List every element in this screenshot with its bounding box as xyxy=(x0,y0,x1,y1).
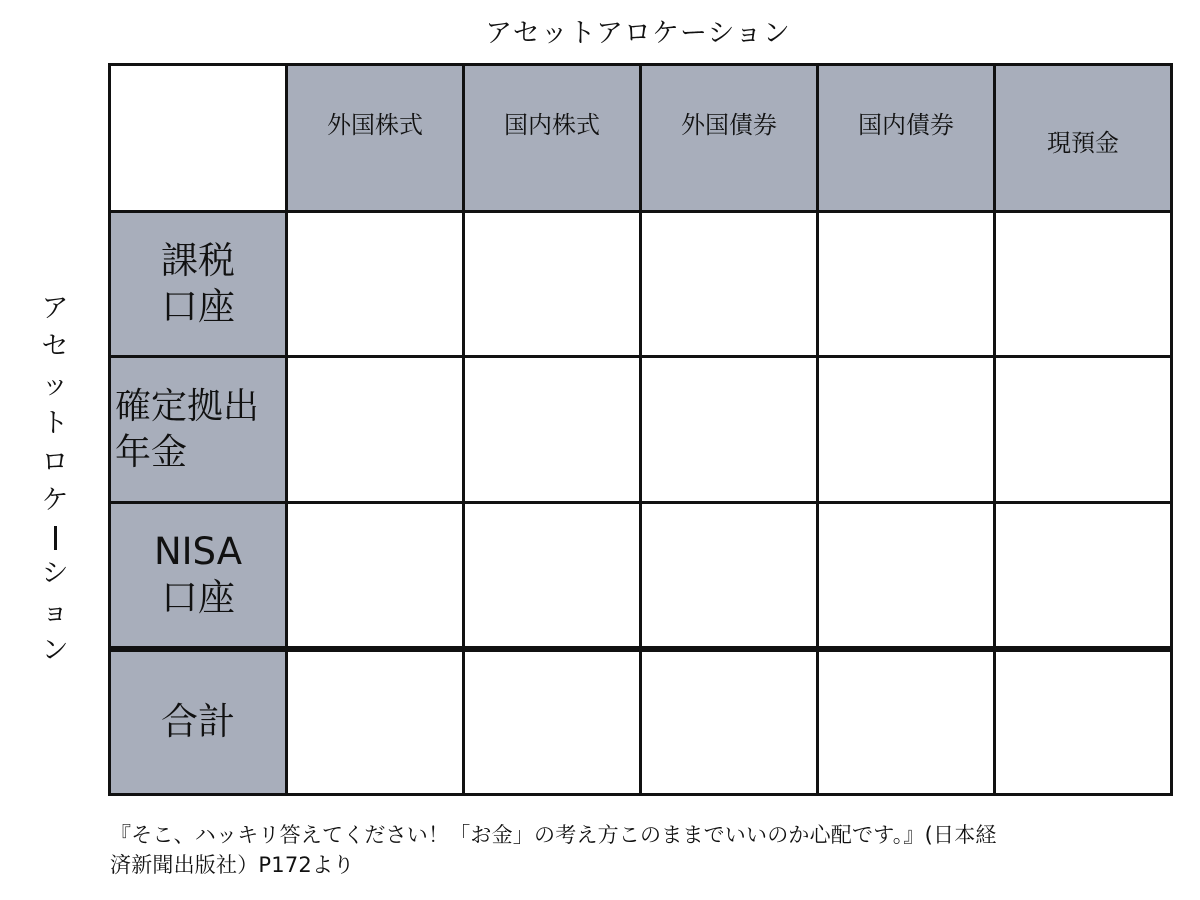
column-header-label: 国内債券 xyxy=(858,110,954,139)
row-header-line: 確定拠出 xyxy=(115,385,260,427)
table-cell xyxy=(995,357,1172,503)
row-header-line: 年金 xyxy=(115,431,188,473)
side-title-char: ト xyxy=(41,408,69,440)
row-header xyxy=(110,357,287,503)
table-cell xyxy=(287,649,464,795)
table-cell xyxy=(287,357,464,503)
column-header-label: 外国株式 xyxy=(327,110,423,139)
row-header xyxy=(110,649,287,795)
side-title-char: ア xyxy=(41,293,69,324)
row-header xyxy=(110,212,287,357)
citation-line: 済新聞出版社）P172より xyxy=(110,853,355,877)
table-cell xyxy=(464,503,641,649)
side-title-long-vowel-mark xyxy=(54,526,57,550)
table-cell xyxy=(818,649,995,795)
table-cell xyxy=(818,357,995,503)
side-title-char: ン xyxy=(41,634,69,666)
row-header-line: 口座 xyxy=(161,285,235,328)
row-header-line: 課税 xyxy=(161,239,235,282)
side-title-char: ケ xyxy=(41,485,69,517)
row-header-line: NISA xyxy=(153,529,243,573)
side-title-char: ョ xyxy=(41,596,69,628)
table-cell xyxy=(287,212,464,357)
side-title xyxy=(30,295,80,665)
row-header xyxy=(110,503,287,649)
row-header-line: 合計 xyxy=(161,700,235,744)
table-cell xyxy=(464,649,641,795)
table-title: アセットアロケーション xyxy=(485,18,791,49)
table-cell xyxy=(818,503,995,649)
table-cell xyxy=(464,357,641,503)
column-header xyxy=(995,65,1172,212)
table-cell xyxy=(995,212,1172,357)
source-citation xyxy=(110,820,1150,880)
table-cell xyxy=(641,212,818,357)
table-cell xyxy=(818,212,995,357)
table-cell xyxy=(641,649,818,795)
corner-cell xyxy=(110,65,287,212)
allocation-table xyxy=(108,63,1173,796)
table-row xyxy=(110,503,1172,649)
table-cell xyxy=(641,503,818,649)
column-header xyxy=(464,65,641,212)
column-header-label: 国内株式 xyxy=(504,110,600,139)
column-header-label: 現預金 xyxy=(1047,128,1119,157)
side-title-char: ッ xyxy=(41,369,69,401)
table-cell xyxy=(641,357,818,503)
side-title-char: ロ xyxy=(41,446,69,478)
table-cell xyxy=(464,212,641,357)
total-row xyxy=(110,649,1172,795)
header-row xyxy=(110,65,1172,212)
table-row xyxy=(110,212,1172,357)
column-header xyxy=(818,65,995,212)
column-header xyxy=(287,65,464,212)
row-header-line: 口座 xyxy=(161,575,235,619)
table-cell xyxy=(287,503,464,649)
side-title-char: セ xyxy=(41,331,69,363)
column-header xyxy=(641,65,818,212)
citation-line: 『そこ、ハッキリ答えてください！「お金」の考え方このままでいいのか心配です。』(日本経 xyxy=(110,823,997,847)
table-cell xyxy=(995,649,1172,795)
table-row xyxy=(110,357,1172,503)
table-cell xyxy=(995,503,1172,649)
side-title-char: シ xyxy=(41,558,69,590)
column-header-label: 外国債券 xyxy=(681,110,777,139)
